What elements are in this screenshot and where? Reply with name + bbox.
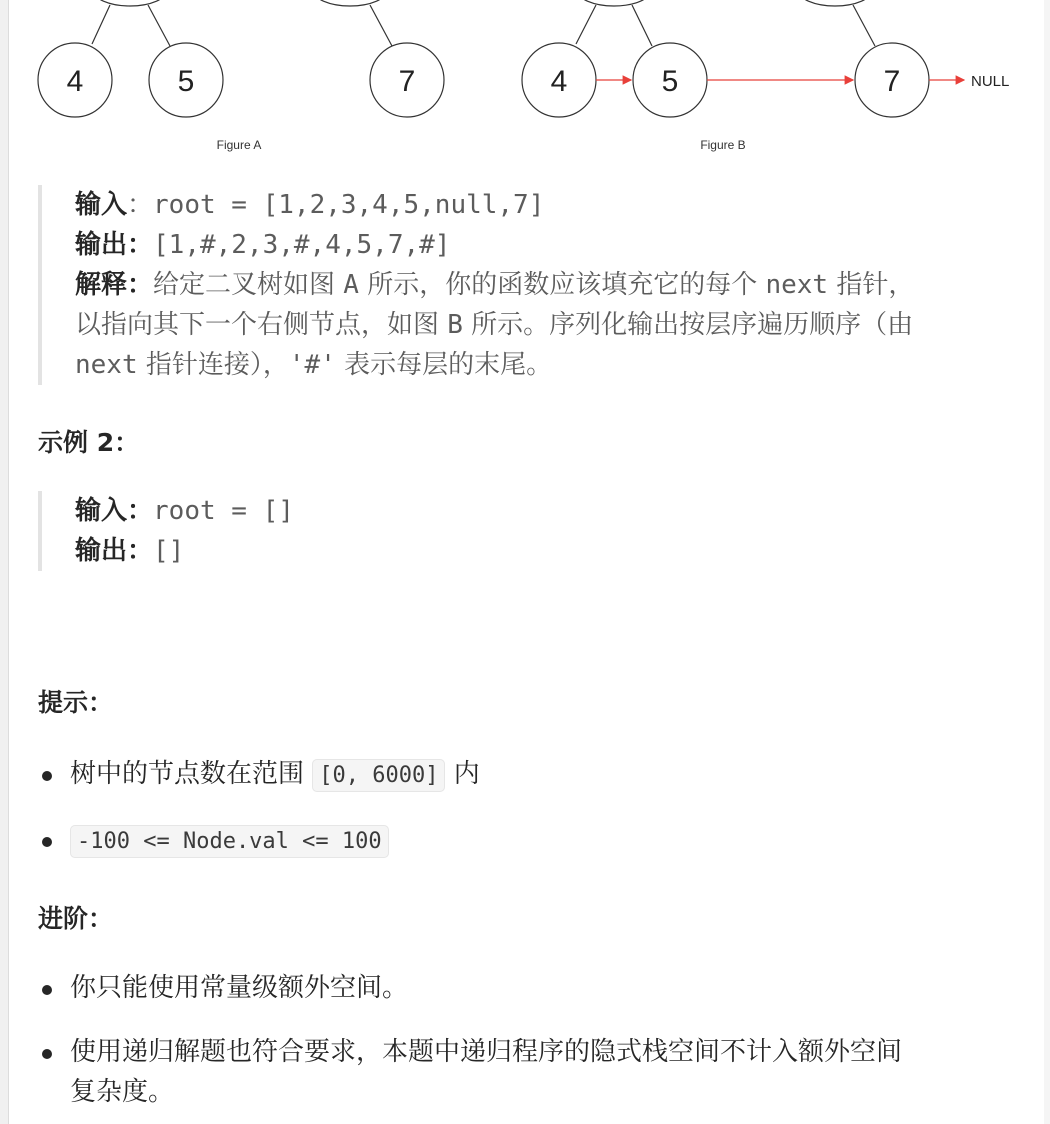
tree-edge: [370, 5, 392, 46]
input-separator: ：: [127, 190, 154, 220]
list-item: [38, 1032, 902, 1112]
input-value: root = [1,2,3,4,5,null,7]: [153, 190, 545, 220]
explain-figure-a: A: [343, 270, 359, 300]
tree-edge: [576, 5, 596, 44]
explain-figure-b: B: [447, 310, 463, 340]
explain-next-keyword: next: [75, 350, 138, 380]
output-label: 输出：: [75, 230, 154, 260]
constraints-list: [38, 754, 480, 862]
explain-text: 所示，你的函数应该填充它的每个: [358, 270, 766, 300]
tree-edge: [853, 5, 875, 46]
tree-edge: [92, 5, 110, 44]
figure-a-caption: Figure A: [216, 138, 262, 152]
node-label: 4: [550, 65, 568, 98]
example-2-block: [38, 491, 294, 571]
example-2-heading: 示例 2：: [38, 428, 140, 457]
example-2-input-line: [75, 491, 294, 531]
explain-text: 所示。序列化输出按层序遍历顺序（由: [462, 310, 914, 340]
example-1-block: [38, 185, 914, 385]
followup-text: 你只能使用常量级额外空间。: [70, 973, 409, 1003]
tree-edge: [632, 5, 652, 46]
explain-text: 以指向其下一个右侧节点，如图: [75, 310, 448, 340]
explain-label: 解释：: [75, 270, 154, 300]
explain-text: 表示每层的末尾。: [335, 350, 553, 380]
list-item: [38, 820, 480, 862]
followup-heading: 进阶：: [38, 904, 114, 933]
constraint-text: 树中的节点数在范围: [70, 759, 313, 789]
tree-node-3: [798, 0, 872, 6]
constraint-code: -100 <= Node.val <= 100: [70, 825, 389, 858]
left-gutter: [0, 0, 9, 1124]
explain-text: 指针连接），: [137, 350, 289, 380]
explain-next-keyword: next: [765, 270, 829, 300]
figure-b: [522, 0, 1009, 152]
input-label: 输入：: [75, 496, 154, 526]
list-item: [38, 968, 902, 1008]
null-label: NULL: [971, 73, 1010, 90]
output-label: 输出：: [75, 536, 154, 566]
input-label: 输入: [75, 190, 128, 220]
node-label: 5: [177, 65, 195, 98]
output-value: []: [153, 536, 185, 566]
figure-a: [38, 0, 444, 152]
example-1-output-line: [75, 225, 914, 265]
node-label: 5: [661, 65, 679, 98]
explain-text: 指针，: [828, 270, 915, 300]
constraints-heading: 提示：: [38, 688, 114, 717]
followup-text: 复杂度。: [70, 1077, 175, 1107]
example-1-input-line: [75, 185, 914, 225]
tree-node-2: [577, 0, 651, 6]
tree-node-3: [313, 0, 387, 6]
tree-edge: [148, 5, 170, 46]
explain-hash-marker: '#': [288, 350, 336, 380]
tree-node-2: [93, 0, 167, 6]
right-gutter: [1044, 0, 1050, 1124]
node-label: 4: [66, 65, 84, 98]
example-2-output-line: [75, 531, 294, 571]
node-label: 7: [883, 65, 901, 98]
input-value: root = []: [153, 496, 294, 526]
followup-list: [38, 968, 902, 1112]
figure-b-caption: Figure B: [700, 138, 746, 152]
output-value: [1,#,2,3,#,4,5,7,#]: [153, 230, 451, 260]
followup-text: 使用递归解题也符合要求，本题中递归程序的隐式栈空间不计入额外空间: [70, 1037, 903, 1067]
list-item: [38, 754, 480, 796]
constraint-code: [0, 6000]: [312, 759, 445, 792]
example-1-explanation: [75, 265, 914, 385]
constraint-text: 内: [445, 759, 480, 789]
tree-figures: [0, 0, 1050, 165]
node-label: 7: [398, 65, 416, 98]
explain-text: 给定二叉树如图: [153, 270, 344, 300]
